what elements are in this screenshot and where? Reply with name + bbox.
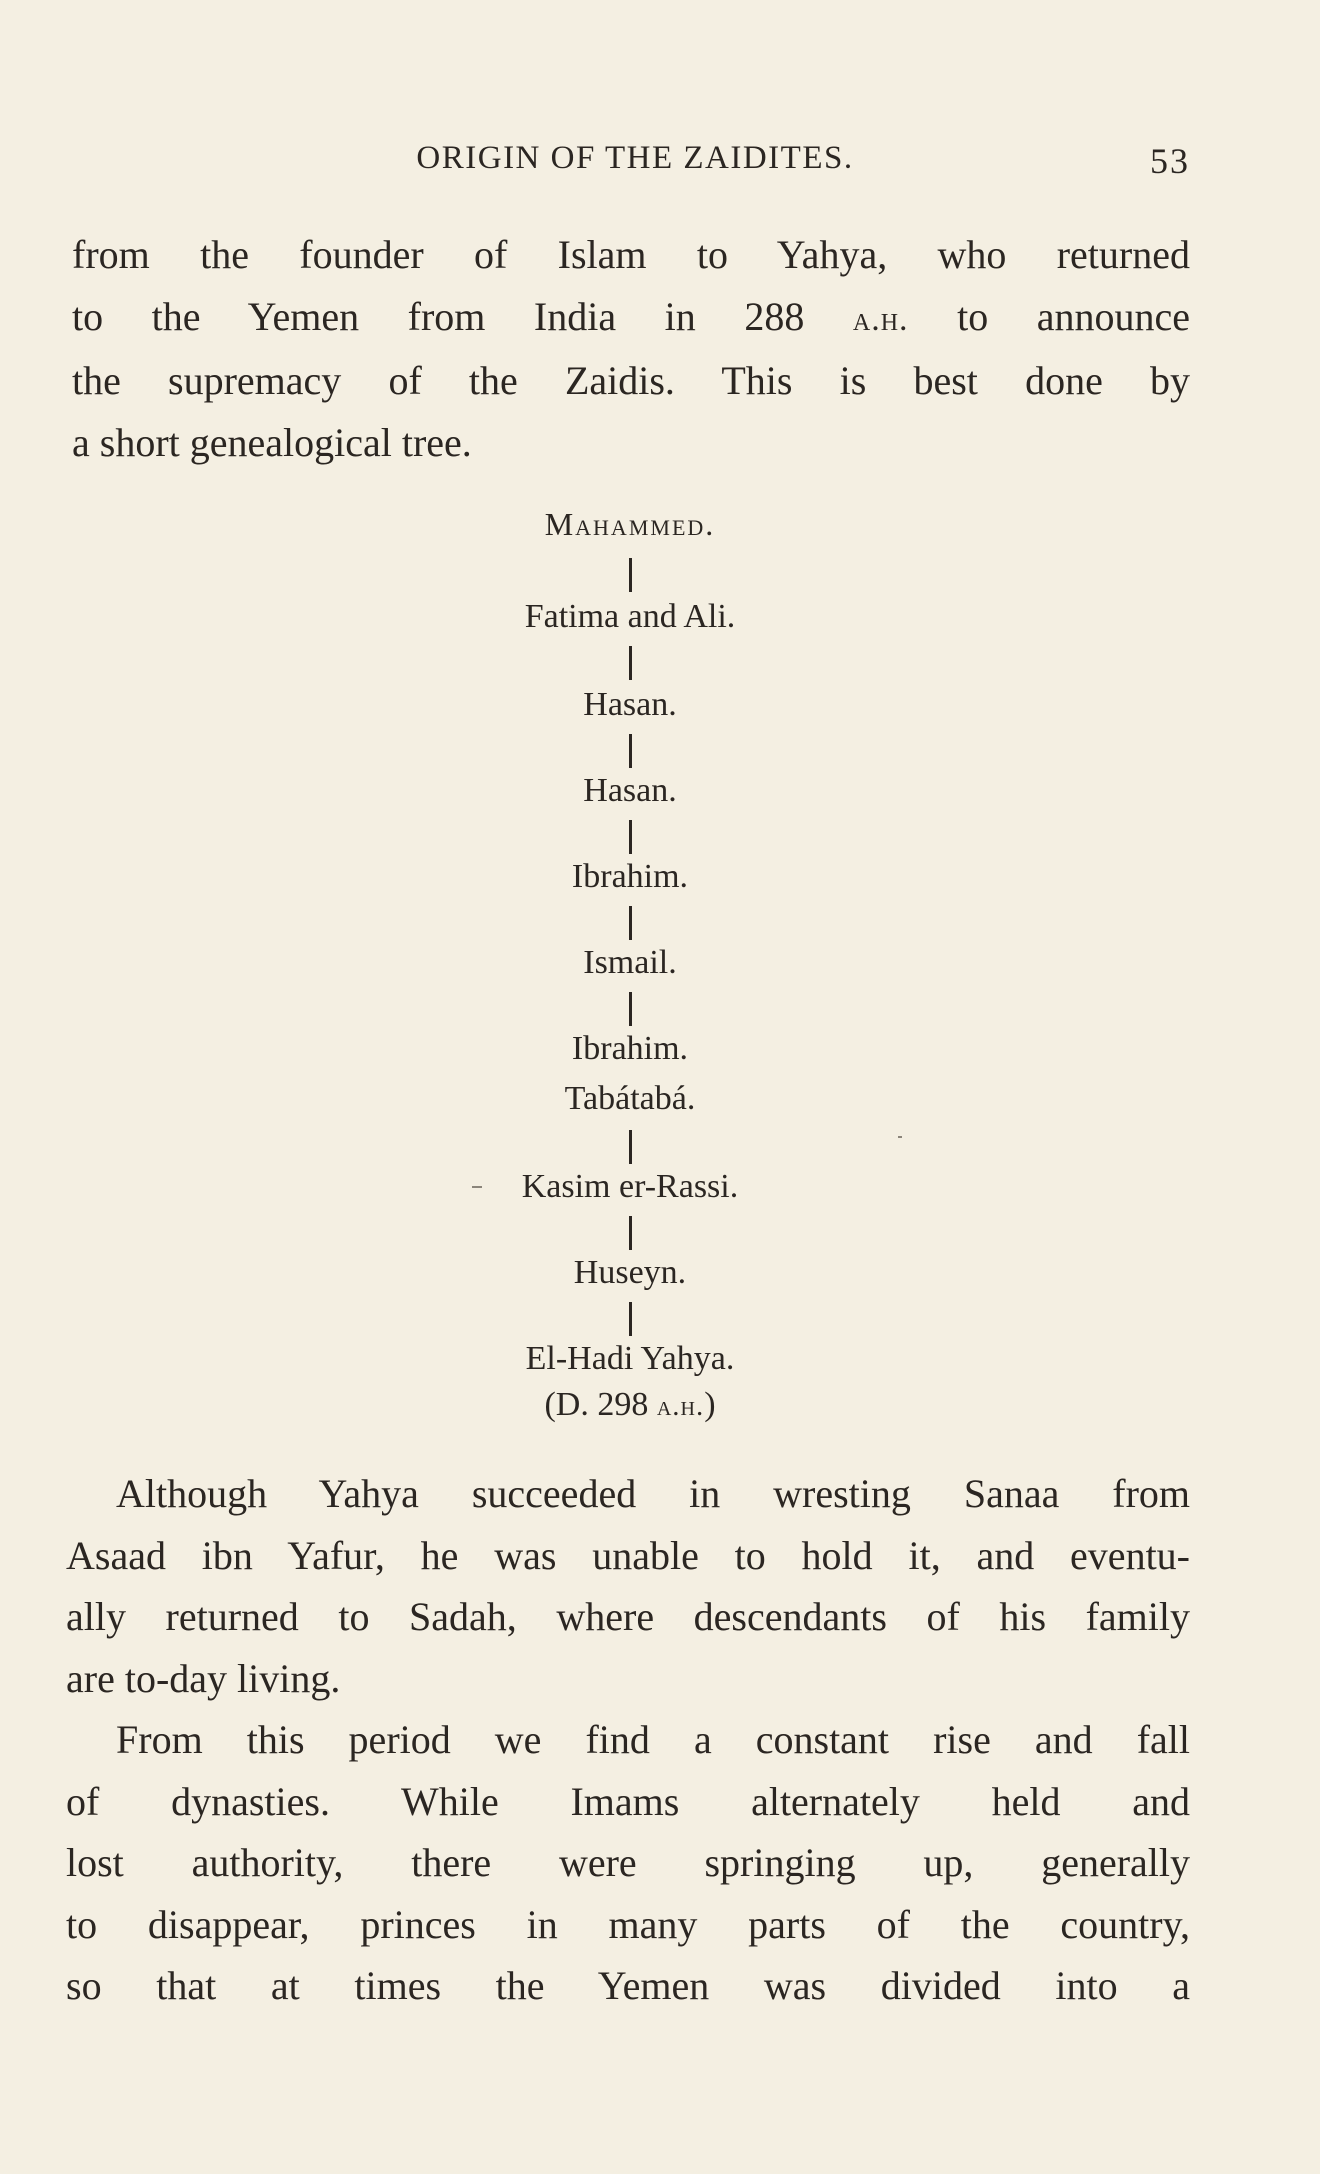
text-line: so that at times the Yemen was divided into a (66, 1963, 1190, 2008)
tree-connector (629, 558, 632, 592)
text-line: Asaad ibn Yafur, he was unable to hold it, and eventu- (66, 1532, 1190, 1578)
tree-root: Mahammed. (544, 506, 716, 542)
tree-connector (629, 820, 632, 854)
tree-node: Fatima and Ali. (524, 598, 736, 635)
running-title: ORIGIN OF THE ZAIDITES. (416, 140, 854, 176)
tree-node: Ibrahim. (571, 1030, 689, 1067)
text-line: of dynasties. While Imams alternately held and (66, 1778, 1190, 1824)
tree-node: Hasan. (583, 772, 677, 809)
tree-connector (629, 1130, 632, 1164)
tree-connector (629, 1216, 632, 1250)
paragraph-three (66, 1709, 1190, 2017)
print-mark (472, 1186, 482, 1188)
text-line: a short genealogical tree. (72, 419, 472, 465)
tree-connector (629, 992, 632, 1026)
tree-connector (629, 1302, 632, 1336)
text-line: Although Yahya succeeded in wresting Sanaa from (116, 1471, 1190, 1516)
tree-node: El-Hadi Yahya. (525, 1340, 735, 1377)
text-line: from the founder of Islam to Yahya, who returned (72, 232, 1190, 277)
text-line: lost authority, there were springing up, generally (66, 1840, 1190, 1885)
paragraph-two (66, 1463, 1190, 1709)
text-line: ally returned to Sadah, where descendants of his family (66, 1594, 1190, 1639)
tree-node: Ismail. (583, 944, 677, 981)
tree-node: Tabátabá. (564, 1080, 696, 1117)
tree-connector (629, 646, 632, 680)
tree-connector (629, 734, 632, 768)
text-line: are to-day living. (66, 1655, 341, 1701)
tree-node: Ibrahim. (571, 858, 689, 895)
tree-node: Kasim er-Rassi. (521, 1168, 739, 1205)
abbreviation: a.h. (852, 300, 909, 338)
tree-node: Hasan. (583, 686, 677, 723)
intro-paragraph (72, 224, 1190, 473)
death-note: (D. 298 a.h.) (544, 1386, 716, 1423)
print-mark (898, 1136, 902, 1138)
tree-node: Huseyn. (573, 1254, 687, 1291)
text-line: From this period we find a constant rise and fall (116, 1717, 1190, 1762)
page-number: 53 (1150, 141, 1190, 181)
text-line: to disappear, princes in many parts of the country, (66, 1901, 1190, 1947)
tree-connector (629, 906, 632, 940)
text-line: to the Yemen from India in 288 a.h. to announce (72, 293, 1190, 339)
abbreviation: a.h. (656, 1390, 705, 1422)
text-line: the supremacy of the Zaidis. This is best done by (72, 358, 1190, 403)
running-head (80, 140, 1190, 184)
